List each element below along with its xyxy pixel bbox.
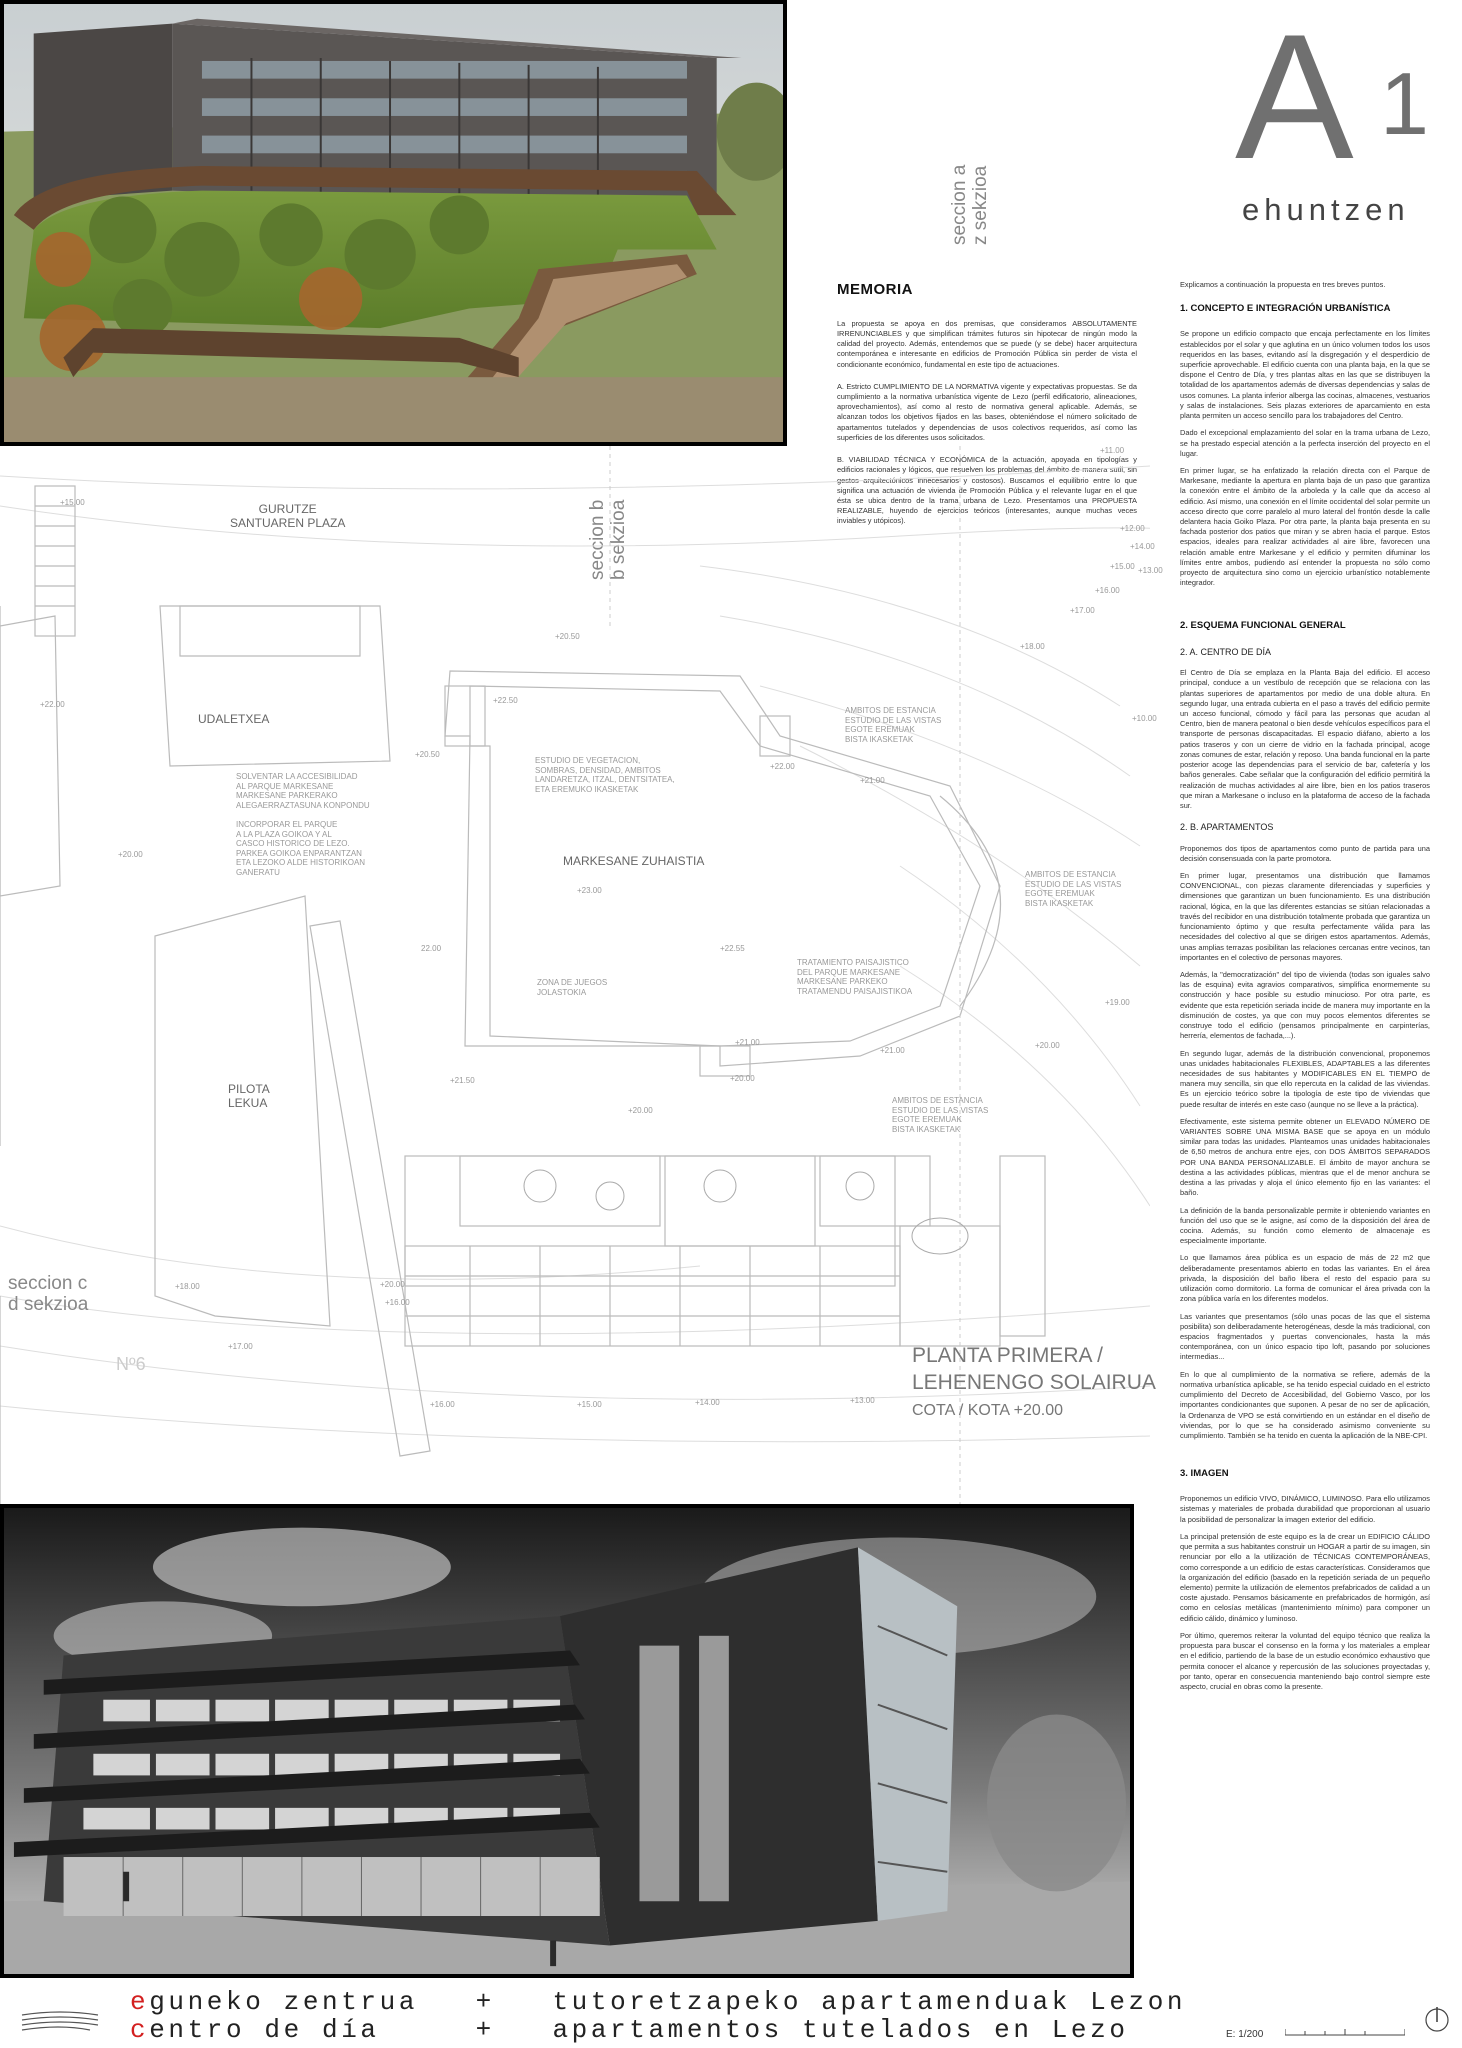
elevation-mark: +18.00 (1020, 642, 1045, 651)
section-2b-paragraph: En primer lugar, presentamos una distribución que llamamos CONVENCIONAL, con piezas claramente diferenciadas y superficies y dimensiones que garantizan un buen funcionamiento. Es una distribución racional, lógica, en la que las diferentes estancias se sitúan relacionadas a través del recibidor en una distribución totalmente probada que garantiza un funcionamiento óptimo y que resulta perfectamente válida para las necesidades del colectivo al que se dirigen estos apartamentos. Además, unas amplias terrazas posibilitan las relaciones cercanas entre vecinos, tan importantes en el colectivo de personas mayores. (1180, 871, 1430, 962)
elevation-mark: +22.00 (40, 700, 65, 709)
elevation-mark: +20.50 (555, 632, 580, 641)
plan-label-juegos: ZONA DE JUEGOS JOLASTOKIA (537, 978, 608, 997)
elevation-mark: +17.00 (1070, 606, 1095, 615)
floor-title-eu: LEHENENGO SOLAIRUA (912, 1371, 1156, 1395)
elevation-mark: +13.00 (1138, 566, 1163, 575)
section-2b-paragraph: Proponemos dos tipos de apartamentos como punto de partida para una decisión consensuada con la parte promotora. (1180, 843, 1430, 863)
footer-line-eu (130, 1987, 1186, 2017)
section-c-es: seccion c (8, 1273, 88, 1294)
elevation-mark: +21.50 (450, 1076, 475, 1085)
section-2b-paragraph: Además, la "democratización" del tipo de vivienda (todas son iguales salvo las de esquina) evita agravios comparativos, simplifica enormemente su construcción y hace posible su estudio minucioso. Por otra parte, es evidente que esta repetición seriada incide de manera muy importante en la disminución de costes, ya que con muy pocos elementos diferentes se construye todo el edificio (pensamos principalmente en carpinterías, herrería, elementos de fachada,...). (1180, 969, 1430, 1041)
section-2b-paragraph: En segundo lugar, además de la distribución convencional, proponemos unas unidades habitacionales FLEXIBLES, ADAPTABLES a las diferentes necesidades de sus habitantes y MODIFICABLES EN EL TIEMPO de manera muy sencilla, sin que ello repercuta en la calidad de las viviendas. Es un ejercicio teórico sobre la tipología de este tipo de viviendas que puede resultar de interés en este caso (aunque no se lleve a la práctica). (1180, 1048, 1430, 1109)
footer-initial-c: c (130, 2015, 150, 2045)
elevation-mark: +17.00 (228, 1342, 253, 1351)
elevation-mark: +20.50 (415, 750, 440, 759)
project-motto: ehuntzen (1242, 192, 1410, 227)
section-2a-paragraph: El Centro de Día se emplaza en la Planta Baja del edificio. El acceso principal, conduce a un vestíbulo de recepción que se relaciona con las plantas superiores de apartamentos por medio de una doble altura. En segundo lugar, una entrada cubierta en el paso a través del edificio permite un acceso funcional, cómodo y fácil para las personas que acudan al Centro, bien de manera peatonal o bien desde vehículos específicos para el transporte de personas discapacitadas. El espacio diáfano, abierto a los patios traseros y con un cierre de vidrio en la fachada principal, acoge zonas comunes de estar, relación y reposo. Una banda funcional en la parte posterior acoge las dependencias para el servicio de bar, cafetería y los baños generales. Cabe señalar que la configuración del edificio permitirá la realización de muchas actividades al aire libre, bien en los patios traseros que miran a Markesane o incluso en la plataforma de acceso de la fachada sur. (1180, 668, 1430, 810)
elevation-mark: +18.00 (175, 1282, 200, 1291)
elevation-mark: +20.00 (730, 1074, 755, 1083)
plan-label-gurutze: GURUTZE SANTUAREN PLAZA (230, 502, 346, 531)
plan-label-solventar: SOLVENTAR LA ACCESIBILIDAD AL PARQUE MARKESANE MARKESANE PARKERAKO ALEGAERRAZTASUNA KONPONDU (236, 772, 370, 810)
section-2a-heading: 2. A. CENTRO DE DÍA (1180, 646, 1272, 657)
elevation-mark: 22.00 (421, 944, 442, 953)
proposal-intro: Explicamos a continuación la propuesta en tres breves puntos. (1180, 280, 1386, 289)
footer-title-eu: guneko zentrua + tutoretzapeko apartamenduak Lezon (149, 1987, 1187, 2017)
memoria-paragraph: B. VIABILIDAD TÉCNICA Y ECONÓMICA de la actuación, apoyada en tipologías y edificios racionales y lógicos, que resuelven los problemas del ámbito de manera sutil, sin gestos arquitectónicos innecesarios y costosos). Buscamos el equilibrio entre lo que significa una actuación de vivienda de Promoción Pública y el relevante lugar en el que ésta se ubica dentro de la trama urbana de Lezo. Presentamos una PROPUESTA REALIZABLE, huyendo de ejercicios teóricos (interesantes, aunque muchas veces inviables y utópicos). (837, 455, 1137, 526)
section-3-paragraph: Proponemos un edificio VIVO, DINÁMICO, LUMINOSO. Para ello utilizamos sistemas y materiales de probada durabilidad que proporcionan al usuario la posibilidad de personalizar la imagen exterior del edificio. (1180, 1494, 1430, 1524)
elevation-mark: +20.00 (1035, 1041, 1060, 1050)
section-a-label (950, 125, 992, 245)
section-c-eu: d sekzioa (8, 1293, 89, 1315)
elevation-mark: +15.00 (1110, 562, 1135, 571)
street-render (0, 1504, 1134, 1978)
section-2b-heading: 2. B. APARTAMENTOS (1180, 822, 1274, 833)
elevation-mark: +16.00 (1095, 586, 1120, 595)
courtyard-render (0, 0, 787, 446)
scale-label: E: 1/200 (1226, 2029, 1264, 2040)
plan-label-ambitos-3: AMBITOS DE ESTANCIA ESTUDIO DE LAS VISTAS EGOTE EREMUAK BISTA IKASKETAK (892, 1096, 989, 1134)
elevation-mark: +20.00 (628, 1106, 653, 1115)
plan-label-udaletxea: UDALETXEA (198, 712, 270, 726)
elevation-mark: +21.00 (880, 1046, 905, 1055)
elevation-mark: +13.00 (850, 1396, 875, 1405)
section-1-heading: 1. CONCEPTO E INTEGRACIÓN URBANÍSTICA (1180, 303, 1391, 315)
elevation-mark: +20.00 (118, 850, 143, 859)
section-2-heading: 2. ESQUEMA FUNCIONAL GENERAL (1180, 619, 1346, 631)
elevation-mark: +14.00 (1130, 542, 1155, 551)
elevation-mark: +22.55 (720, 944, 745, 953)
section-b-eu: b sekzioa (607, 499, 629, 580)
section-3-heading: 3. IMAGEN (1180, 1468, 1229, 1480)
plan-label-n6: Nº6 (116, 1354, 146, 1374)
section-a-eu: z sekzioa (969, 165, 991, 245)
logo-icon (20, 2011, 100, 2033)
elevation-mark: +15.00 (577, 1400, 602, 1409)
section-2b-paragraph: Las variantes que presentamos (sólo unas pocas de las que el sistema posibilita) son deliberadamente heterogéneas, desde la más tradicional, con espacios fragmentados y puertas convencionales, hasta la más contemporánea, con un único espacio tipo loft, pasando por soluciones intermedias... (1180, 1311, 1430, 1362)
elevation-mark: +21.00 (860, 776, 885, 785)
elevation-mark: +11.00 (1100, 446, 1125, 455)
elevation-mark: +16.00 (385, 1298, 410, 1307)
section-1-paragraph: Dado el excepcional emplazamiento del solar en la trama urbana de Lezo, se ha prestado especial atención a la perfecta inserción del proyecto en el lugar. (1180, 428, 1430, 458)
footer-line-es (130, 2015, 1129, 2045)
section-2b-paragraph: Efectivamente, este sistema permite obtener un ELEVADO NÚMERO DE VARIANTES SOBRE UNA MISMA BASE que se apoya en un módulo similar para todas las unidades. Planteamos unas unidades habitacionales de 6,50 metros de anchura entre ejes, con DOS ÁMBITOS SEPARADOS POR UNA BANDA PERSONALIZABLE. El ámbito de mayor anchura se destina a las actividades públicas, mientras que el de menor anchura se destina a las privadas y aloja el único elemento fijo en las variantes: el baño. (1180, 1116, 1430, 1198)
elevation-mark: +22.50 (493, 696, 518, 705)
elevation-mark: +14.00 (695, 1398, 720, 1407)
memoria-heading: MEMORIA (837, 281, 913, 298)
footer-title-es: entro de día + apartamentos tutelados en Lezo (149, 2015, 1129, 2045)
elevation-mark: +15.00 (60, 498, 85, 507)
north-arrow-icon (1422, 2005, 1452, 2035)
section-3-paragraph: Por último, queremos reiterar la voluntad del equipo técnico que realiza la propuesta para buscar el consenso en la forma y los materiales a emplear en el edificio, partiendo de la base de un estudio económico exhaustivo que permita conocer el alcance y repercusión de las soluciones proyectadas y, por tanto, operar en consecuencia manteniendo bajo control siempre este aspecto, crucial en obras como la presente. (1180, 1630, 1430, 1691)
section-2b-paragraph: En lo que al cumplimiento de la normativa se refiere, además de la normativa urbanística aplicable, se ha tenido especial cuidado en el estricto cumplimiento del Decreto de Accesibilidad, del Gobierno Vasco, por los importantes condicionantes que suponen. A pesar de no ser de aplicación, la Ordenanza de VPO se está convirtiendo en un estándar en el diseño de viviendas, por lo que se ha considerado asimismo conveniente su cumplimiento. También se ha tenido en cuenta la aplicación de la NBE-CPI. (1180, 1369, 1430, 1440)
elevation-mark: +19.00 (1105, 998, 1130, 1007)
memoria-paragraph: La propuesta se apoya en dos premisas, que consideramos ABSOLUTAMENTE IRRENUNCIABLES y que simplifican trámites futuros sin hipotecar de ningún modo la calidad del proyecto. Además, entendemos que se puede (y se debe) hacer arquitectura contemporánea e interesante en edificios de Promoción Pública sin perder de vista el condicionante económico, fundamental en este tipo de actuaciones. (837, 318, 1137, 369)
plan-label-markesane: MARKESANE ZUHAISTIA (563, 854, 705, 868)
section-b-es: seccion b (587, 499, 608, 580)
proposal-column (1180, 280, 1430, 1699)
elevation-mark: +20.00 (380, 1280, 405, 1289)
elevation-mark: +23.00 (577, 886, 602, 895)
elevation-mark: +10.00 (1132, 714, 1157, 723)
section-2b-paragraph: La definición de la banda personalizable permite ir obteniendo variantes en función del uso que se le asigne, así como de la disposición del área de cocina. Además, su función como elemento de almacenaje es especialmente importante. (1180, 1205, 1430, 1246)
floor-level: COTA / KOTA +20.00 (912, 1402, 1064, 1419)
floor-title-es: PLANTA PRIMERA / (912, 1344, 1103, 1367)
section-2b-paragraph: Lo que llamamos área pública es un espacio de más de 22 m2 que deliberadamente presentamos abierto en todas las variantes. En el área privada, la disposición del baño libera el resto del espacio para su utilización como dormitorio. La forma de comunicar el área privada con la zona pública varía en los diferentes modelos. (1180, 1253, 1430, 1304)
plate-number: 1 (1380, 54, 1429, 153)
plan-label-incorporar: INCORPORAR EL PARQUE A LA PLAZA GOIKOA Y AL CASCO HISTORICO DE LEZO. PARKEA GOIKOA ENPARANTZAN ETA LEZOKO ALDE HISTORIKOAN GANERATU (236, 820, 366, 877)
section-1-paragraph: Se propone un edificio compacto que encaja perfectamente en los límites establecidos por el solar y que aglutina en un único volumen todos los usos requeridos en las bases, evitando así la disgregación y el desperdicio de superficie aprovechable. El edificio cuenta con una planta baja, en la que se dispone el Centro de Día, y tres plantas altas en las que se distribuyen la totalidad de los apartamentos además de diversas dependencias y salas de usos comunes. La planta inferior alberga las cocinas, almacenes, vestuarios y salas de instalaciones. Seis plazas exteriores de aparcamiento en esta planta permiten un acceso sencillo para los trabajadores del Centro. (1180, 329, 1430, 421)
section-3-paragraph: La principal pretensión de este equipo es la de crear un EDIFICIO CÁLIDO que permita a sus habitantes construir un HOGAR a partir de su imagen, sin renunciar por ello a la utilización de TÉCNICAS CONTEMPORÁNEAS, como corresponde a un edificio de estas características. Consideramos que la organización del edificio (basado en la repetición seriada de un pequeño elemento) permite la utilización de elementos prefabricados de calidad a un coste ajustado. Pensamos básicamente en prefabricados de hormigón, así como en celosías metálicas (mantenimiento mínimo) para componer un edificio cálido, dinámico y luminoso. (1180, 1531, 1430, 1623)
plate-letter: A (1235, 0, 1350, 196)
section-1-paragraph: En primer lugar, se ha enfatizado la relación directa con el Parque de Markesane, mediante la apertura en planta baja de un paso que garantiza la conexión entre el ámbito de la arboleda y la calle que da acceso al edificio. Así mismo, una conexión en el límite occidental del solar permite un acceso directo que corre paralelo al muro lateral del frontón desde la calle delantera hacia Goiko Plaza. Por otra parte, la planta baja presenta en su fachada posterior dos patios que miran y se abren hacia el parque. Estos espacios, ideales para realizar actividades al aire libre, favorecen una relación amable entre Markesane y el edificio y permiten difuminar los límites entre ambos, pudiendo así entender la propuesta no sólo como proyecto de arquitectura sino como un ejercicio urbanístico notablemente integrador. (1180, 465, 1430, 588)
plan-label-ambitos-2: AMBITOS DE ESTANCIA ESTUDIO DE LAS VISTAS EGOTE EREMUAK BISTA IKASKETAK (1025, 870, 1122, 908)
plan-label-ambitos-1: AMBITOS DE ESTANCIA ESTUDIO DE LAS VISTAS EGOTE EREMUAK BISTA IKASKETAK (845, 706, 942, 744)
scale-bar-icon (1285, 2025, 1405, 2039)
footer-initial-e: e (130, 1987, 150, 2017)
plan-label-tratamiento: TRATAMIENTO PAISAJISTICO DEL PARQUE MARKESANE MARKESANE PARKEKO TRATAMENDU PAISAJISTIKOA (797, 958, 913, 996)
section-c-label (8, 1274, 88, 1316)
footer (0, 1985, 1462, 2048)
memoria-paragraph: A. Estricto CUMPLIMIENTO DE LA NORMATIVA vigente y expectativas propuestas. Se da cumplimiento a la normativa urbanística vigente de Lezo (perfil edificatorio, alineaciones, aprovechamientos), así como al resto de normativa general aplicable. Además, se alcanzan todos los objetivos fijados en las bases, obteniéndose el número solicitado de apartamentos tutelados y dependencias de usos colectivos requeridos, así como las superficies de los diferentes usos solicitados. (837, 381, 1137, 442)
elevation-mark: +16.00 (430, 1400, 455, 1409)
section-a-es: seccion a (949, 164, 970, 245)
elevation-mark: +22.00 (770, 762, 795, 771)
plan-label-pilota: PILOTA LEKUA (228, 1082, 270, 1111)
plan-label-estudio: ESTUDIO DE VEGETACION, SOMBRAS, DENSIDAD, AMBITOS LANDARETZA, ITZAL, DENTSITATEA, ETA EREMUKO IKASKETAK (535, 756, 675, 794)
elevation-mark: +12.00 (1120, 524, 1145, 533)
elevation-mark: +21.00 (735, 1038, 760, 1047)
floor-title (912, 1342, 1156, 1397)
